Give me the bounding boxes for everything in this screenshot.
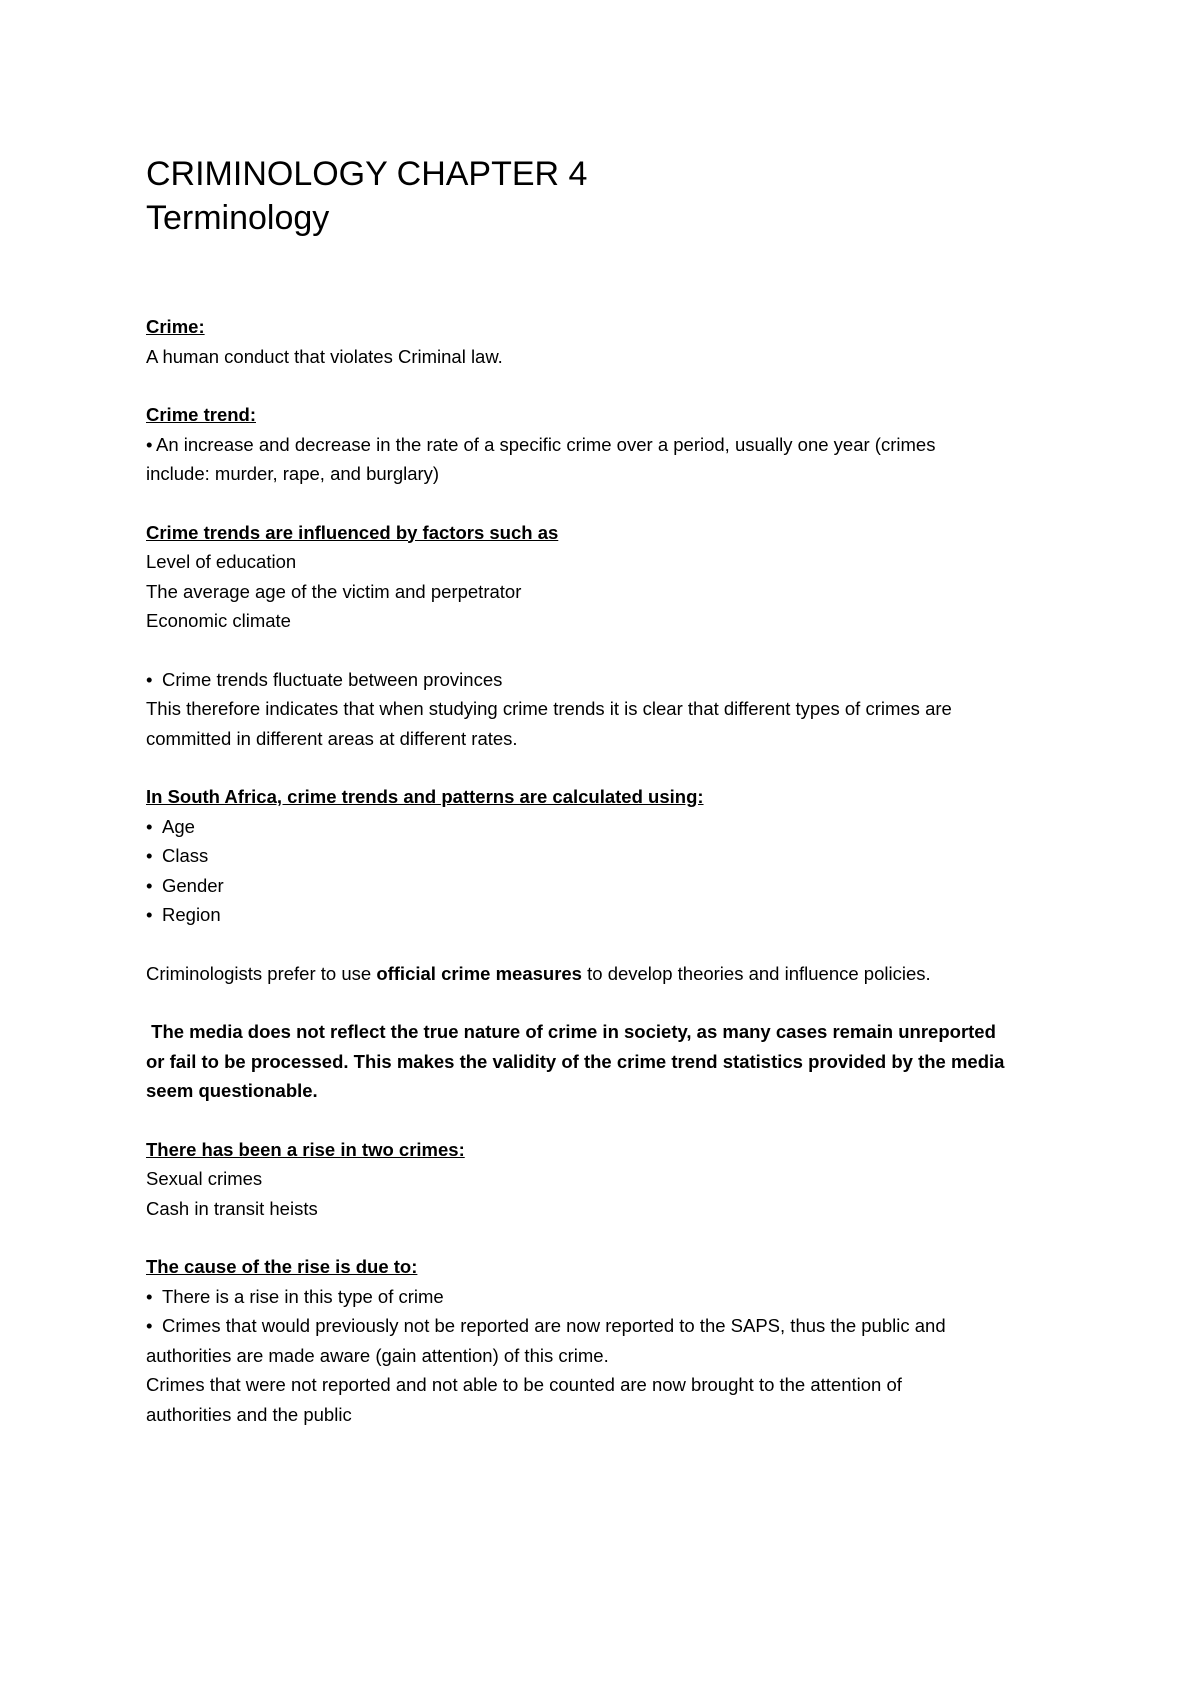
section-heading: There has been a rise in two crimes: [146,1138,465,1160]
document-content [146,152,1066,1458]
section-crime-trend [146,400,1066,489]
section-rise [146,1135,1066,1224]
paragraph-line: include: murder, rape, and burglary) [146,463,440,484]
list-item: The average age of the victim and perpetrator [146,580,522,602]
paragraph-line: committed in different areas at different rates. [146,727,518,749]
paragraph-line: A human conduct that violates Criminal law. [146,345,503,367]
bullet-item: • There is a rise in this type of crime [146,1282,1066,1312]
bullet-item: • Class [146,841,1066,871]
paragraph-line: seem questionable. [146,1080,318,1101]
emphasis-text: official crime measures [376,962,582,984]
section-heading: Crime trend: [146,404,256,425]
list-item: Level of education [146,551,297,572]
section-heading: The cause of the rise is due to: [146,1256,418,1277]
bullet-item: • Crimes that would previously not be reported are now reported to the SAPS, thus the public and [146,1311,1066,1341]
bullet-item: • Crime trends fluctuate between provinces [146,665,1066,695]
paragraph-line: or fail to be processed. This makes the validity of the crime trend statistics provided by the media [146,1050,1005,1072]
paragraph-line: This therefore indicates that when studying crime trends it is clear that different types of crimes are [146,698,952,719]
bullet-item: • An increase and decrease in the rate of a specific crime over a period, usually one year (crimes [146,430,1066,460]
text-run: Criminologists prefer to use [146,962,377,984]
section-crime [146,312,1066,371]
paragraph-line: authorities are made aware (gain attention) of this crime. [146,1344,609,1366]
list-item: Cash in transit heists [146,1197,318,1219]
section-heading: Crime trends are influenced by factors such as [146,521,559,543]
section-cause [146,1252,1066,1429]
section-south-africa [146,782,1066,930]
bullet-item: • Region [146,900,1066,930]
paragraph-line [146,959,1066,989]
section-criminologists [146,959,1066,989]
section-fluctuate [146,665,1066,754]
paragraph-line: authorities and the public [146,1403,352,1425]
document-subtitle: Terminology [146,199,330,237]
text-run: to develop theories and influence policies. [581,962,931,984]
section-heading: In South Africa, crime trends and patterns are calculated using: [146,786,704,807]
document-title: CRIMINOLOGY CHAPTER 4 [146,155,588,193]
section-media [146,1017,1066,1106]
list-item: Sexual crimes [146,1168,263,1189]
section-heading: Crime: [146,316,205,337]
list-item: Economic climate [146,610,291,631]
paragraph-line: Crimes that were not reported and not able to be counted are now brought to the attention of [146,1374,902,1395]
bullet-item: • Gender [146,871,1066,901]
bullet-item: • Age [146,812,1066,842]
paragraph-line: The media does not reflect the true nature of crime in society, as many cases remain unreported [146,1021,996,1042]
section-factors [146,518,1066,636]
